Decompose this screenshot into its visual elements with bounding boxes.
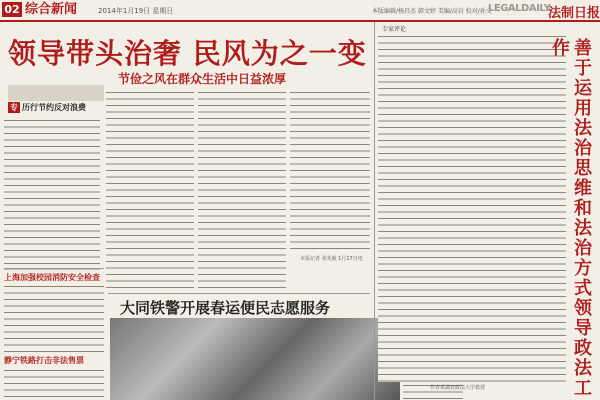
kicker-text: 历行节约反对浪费 xyxy=(22,103,86,112)
story-thumbnail xyxy=(8,85,104,101)
main-subhead: 节俭之风在群众生活中日益浓厚 xyxy=(118,72,287,86)
body-text-column-4 xyxy=(290,90,370,250)
right-column-text xyxy=(378,34,566,382)
feature-headline: 大同铁警开展春运便民志愿服务 xyxy=(120,299,331,317)
sidebar-headline-2: 静宁铁路打击非法售票 xyxy=(4,356,84,365)
sidebar-headline-1: 上海加强校园消防安全检查 xyxy=(4,273,100,282)
body-text-column-1 xyxy=(4,118,100,270)
brand-english: LEGALDAILY xyxy=(488,3,551,14)
right-column-author: 作者系湖北政法大学教授 xyxy=(430,385,486,391)
masthead xyxy=(0,0,600,22)
sidebar-text-2 xyxy=(4,368,104,400)
feature-photo xyxy=(110,318,400,400)
divider xyxy=(4,268,104,269)
column-divider xyxy=(374,22,375,400)
sidebar-text-1 xyxy=(4,284,104,352)
right-column-label: 专家评论 xyxy=(382,26,407,33)
editors-line: 本版编辑/杨昌杰 韩文婷 美编/高岩 校对/孙文 xyxy=(372,8,492,15)
body-text-column-2 xyxy=(106,90,194,290)
right-column-title: 善于运用法治思维和法治方式领导政法工作 xyxy=(549,38,592,398)
body-text-column-3 xyxy=(198,90,286,290)
issue-date: 2014年1月19日 星期日 xyxy=(98,7,174,15)
story-byline: 本报记者 张兆敏 1月17日电 xyxy=(300,256,363,262)
divider xyxy=(108,293,370,294)
kicker-badge: 专 xyxy=(10,103,18,112)
section-number: 02 xyxy=(2,2,22,17)
story-kicker xyxy=(8,102,104,113)
section-title: 综合新闻 xyxy=(25,2,78,17)
main-headline: 领导带头治奢 民风为之一变 xyxy=(8,37,367,70)
brand-chinese: 法制日报 xyxy=(548,6,600,21)
